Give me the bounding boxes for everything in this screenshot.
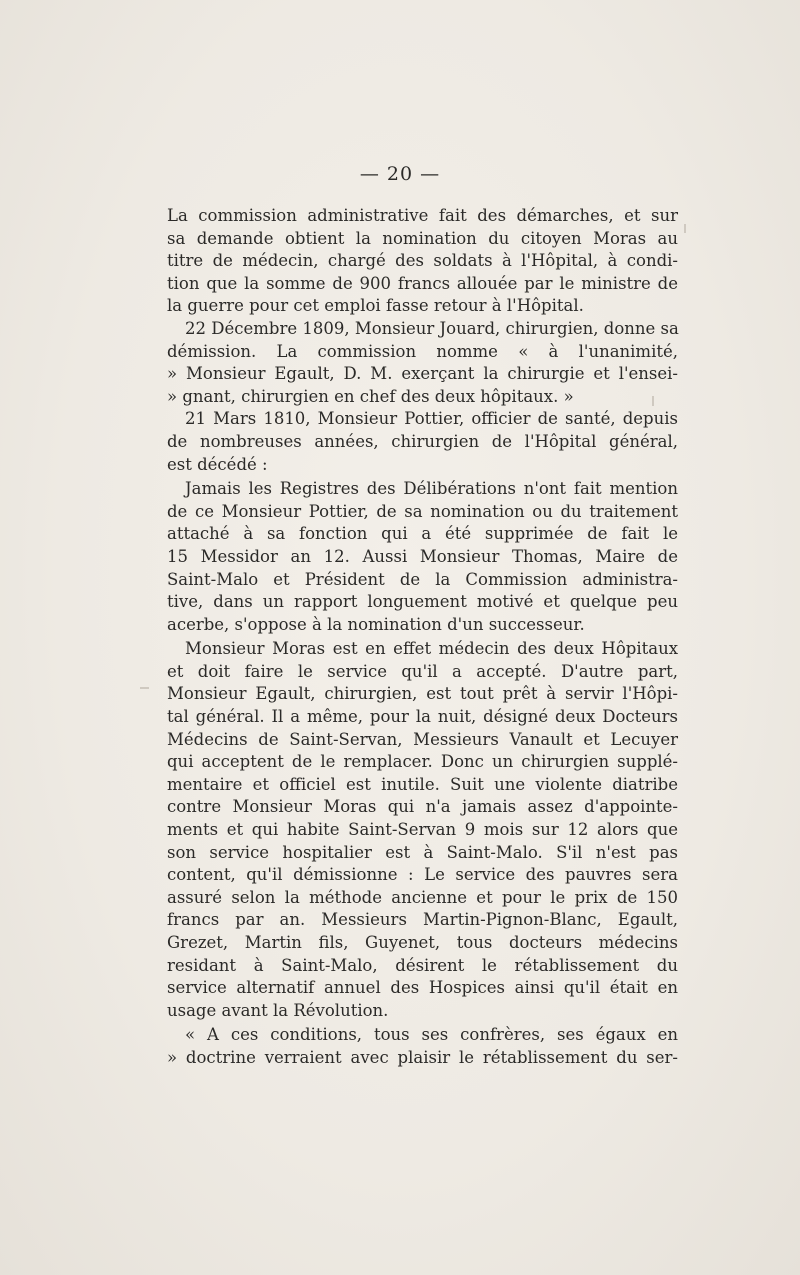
text-line: la guerre pour cet emploi fasse retour à l'Hôpital. [167, 296, 584, 316]
text-line: Jamais les Registres des Délibérations n'ont fait mention [185, 479, 678, 499]
text-line: » gnant, chirurgien en chef des deux hôpitaux. » [167, 386, 574, 406]
text-line: est décédé : [167, 454, 268, 474]
text-line: La commission administrative fait des démarches, et sur [167, 206, 678, 225]
text-line: ments et qui habite Saint-Servan 9 mois sur 12 alors que [167, 820, 678, 840]
text-line: Monsieur Egault, chirurgien, est tout prêt à servir l'Hôpi- [167, 684, 678, 704]
text-line: 21 Mars 1810, Monsieur Pottier, officier de santé, depuis [185, 409, 678, 429]
text-line: service alternatif annuel des Hospices ainsi qu'il était en [167, 978, 678, 998]
text-line: Médecins de Saint-Servan, Messieurs Vanault et Lecuyer [167, 729, 678, 749]
text-line: Saint-Malo et Président de la Commission administra- [167, 569, 678, 589]
text-line: Grezet, Martin fils, Guyenet, tous docteurs médecins [167, 933, 678, 952]
text-line: » doctrine verraient avec plaisir le rétablissement du ser- [167, 1047, 678, 1067]
text-line: » Monsieur Egault, D. M. exerçant la chirurgie et l'ensei- [167, 364, 678, 384]
text-line: de nombreuses années, chirurgien de l'Hôpital général, [167, 431, 678, 451]
text-line: son service hospitalier est à Saint-Malo. S'il n'est pas [167, 842, 678, 862]
text-line: francs par an. Messieurs Martin-Pignon-Blanc, Egault, [167, 910, 678, 930]
page-number: — 20 — [359, 163, 441, 185]
text-line: residant à Saint-Malo, désirent le rétablissement du [167, 955, 678, 975]
text-line: usage avant la Révolution. [167, 1000, 389, 1020]
text-line: Monsieur Moras est en effet médecin des deux Hôpitaux [185, 639, 678, 659]
text-line: tive, dans un rapport longuement motivé et quelque peu [167, 592, 678, 612]
text-line: content, qu'il démissionne : Le service des pauvres sera [167, 865, 678, 885]
text-line: acerbe, s'oppose à la nomination d'un successeur. [167, 614, 585, 634]
text-line: démission. La commission nomme « à l'unanimité, [167, 341, 678, 361]
text-line: tal général. Il a même, pour la nuit, désigné deux Docteurs [167, 707, 678, 727]
text-line: 22 Décembre 1809, Monsieur Jouard, chirurgien, donne sa [185, 318, 679, 338]
paragraph [167, 408, 678, 476]
text-line: de ce Monsieur Pottier, de sa nomination ou du traitement [167, 501, 678, 521]
scan-speck [684, 224, 686, 233]
body-text [167, 205, 678, 1070]
text-line: tion que la somme de 900 francs allouée par le ministre de [167, 273, 678, 293]
paragraph [167, 1024, 678, 1069]
text-line: « A ces conditions, tous ses confrères, ses égaux en [185, 1025, 678, 1045]
text-line: mentaire et officiel est inutile. Suit une violente diatribe [167, 774, 678, 794]
paragraph [167, 318, 678, 408]
text-line: assuré selon la méthode ancienne et pour le prix de 150 [167, 887, 678, 907]
text-line: sa demande obtient la nomination du citoyen Moras au [167, 228, 678, 248]
text-line: attaché à sa fonction qui a été supprimée de fait le [167, 524, 678, 544]
scan-speck [140, 687, 149, 689]
scan-speck [652, 396, 654, 406]
paragraph [167, 638, 678, 1022]
text-line: contre Monsieur Moras qui n'a jamais assez d'appointe- [167, 797, 678, 817]
text-line: titre de médecin, chargé des soldats à l'Hôpital, à condi- [167, 251, 678, 271]
text-line: 15 Messidor an 12. Aussi Monsieur Thomas, Maire de [167, 546, 678, 566]
text-line: qui acceptent de le remplacer. Donc un chirurgien supplé- [167, 752, 678, 772]
text-line: et doit faire le service qu'il a accepté. D'autre part, [167, 661, 678, 681]
paragraph [167, 478, 678, 636]
paragraph [167, 205, 678, 318]
